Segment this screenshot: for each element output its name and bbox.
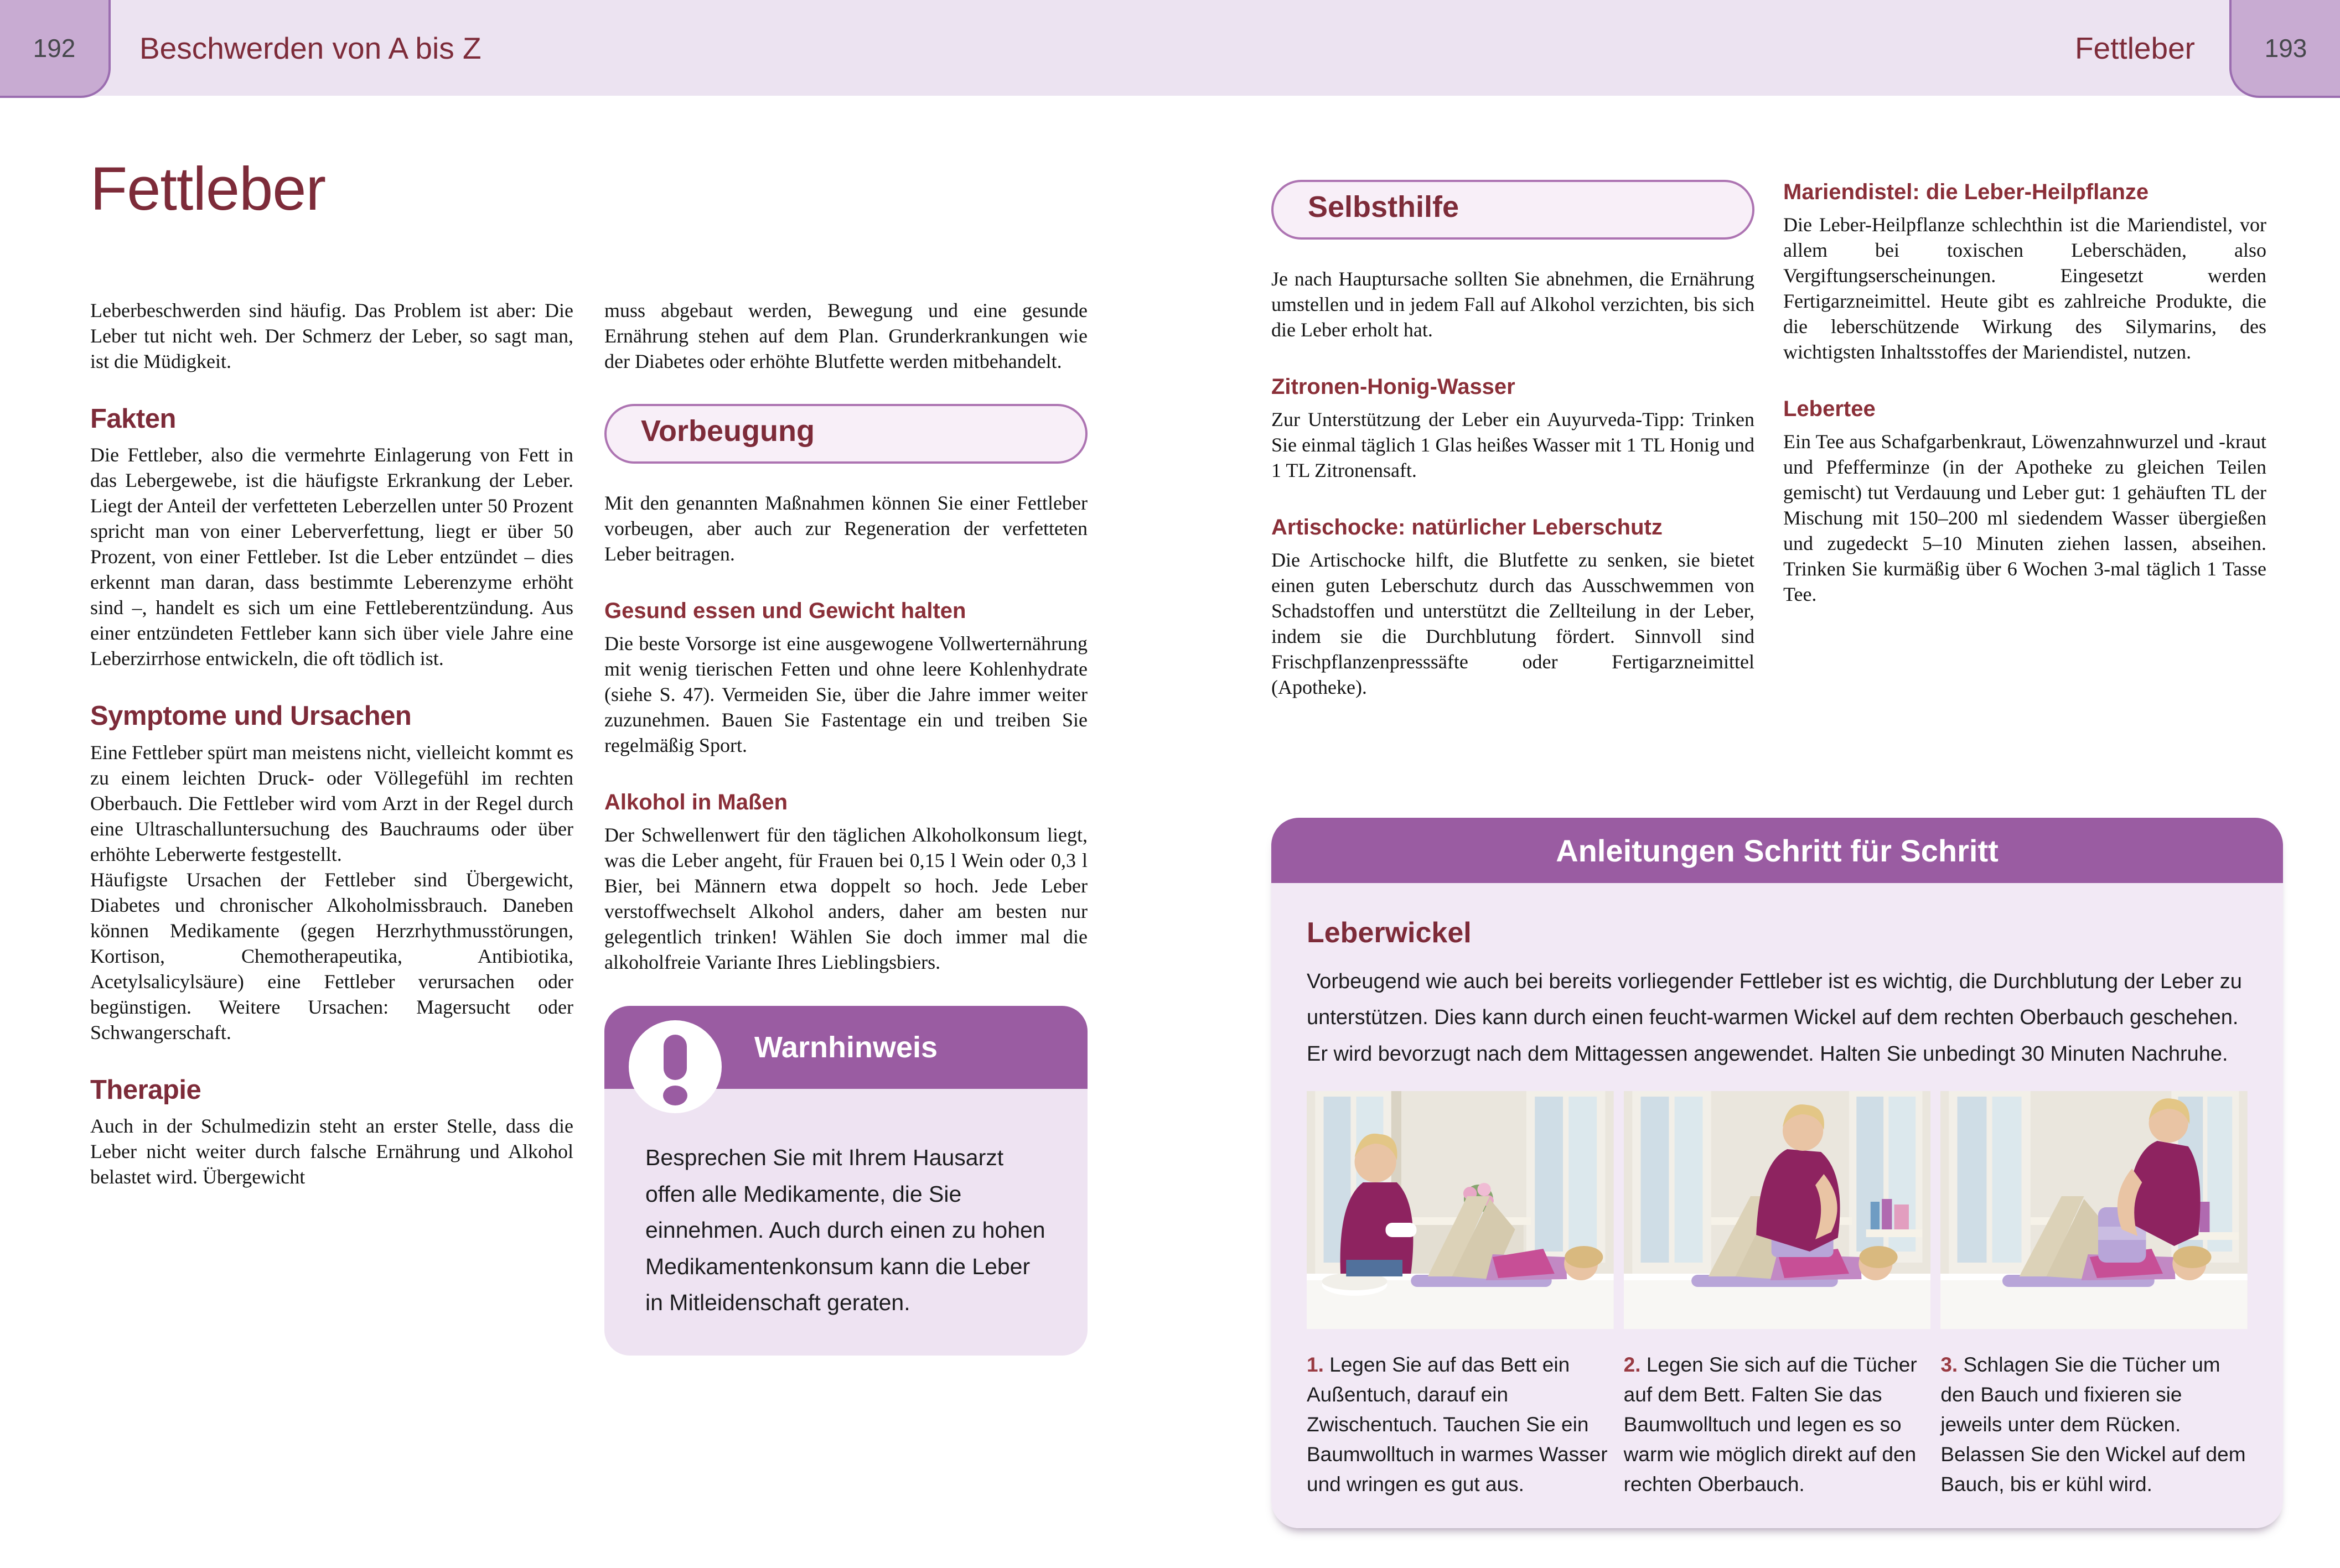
section-heading-symptome: Symptome und Ursachen — [90, 701, 412, 731]
selbsthilfe-box-label: Selbsthilfe — [1308, 190, 1459, 224]
step-photo-2-illustration — [1624, 1091, 1931, 1329]
step-3-text: Schlagen Sie die Tücher um den Bauch und fixieren sie jeweils unter dem Rücken. Belassen Sie den Wickel auf dem Bauch, bis er kühl wird. — [1940, 1353, 2246, 1496]
therapie-continuation-paragraph: muss abgebaut werden, Bewegung und eine gesunde Ernährung stehen auf dem Plan. Grunderkrankungen wie der Diabetes oder erhöhte Blutfette werden mitbehandelt. — [604, 299, 1088, 372]
vorbeugung-box-label: Vorbeugung — [641, 414, 815, 448]
subheading-alkohol: Alkohol in Maßen — [604, 790, 788, 814]
step-photo-3 — [1940, 1091, 2248, 1329]
warnhinweis-body: Besprechen Sie mit Ihrem Hausarzt offen alle Medikamente, die Sie einnehmen. Auch durch einen zu hohen Medikamentenkonsum kann die Leber in Mitleidenschaft geraten. — [604, 1089, 1088, 1356]
step-3 — [1940, 1350, 2248, 1499]
step-instructions-row — [1307, 1350, 2248, 1499]
step-1-text: Legen Sie auf das Bett ein Außentuch, darauf ein Zwischentuch. Tauchen Sie ein Baumwolltuch in warmes Wasser und wringen es gut aus. — [1307, 1353, 1608, 1496]
page-number-right: 193 — [2264, 33, 2307, 63]
left-page-column-1 — [90, 298, 573, 1190]
leberwickel-intro: Vorbeugend wie auch bei bereits vorliegender Fettleber ist es wichtig, die Durchblutung der Leber zu unterstützen. Dies kann durch einen feucht-warmen Wickel auf dem rechten Oberbauch geschehen. Er wird bevorzugt nach dem Mittagessen angewendet. Halten Sie unbedingt 30 Minuten Nachruhe. — [1307, 970, 2242, 1066]
anleitungen-panel-title: Anleitungen Schritt für Schritt — [1556, 833, 1999, 868]
step-photo-1 — [1307, 1091, 1614, 1329]
zitronen-paragraph: Zur Unterstützung der Leber ein Auyurveda-Tipp: Trinken Sie einmal täglich 1 Glas heißes Wasser mit 1 TL Honig und 1 TL Zitronensaft. — [1271, 408, 1754, 481]
vorbeugung-box — [604, 404, 1088, 464]
warnhinweis-box — [604, 1006, 1088, 1356]
step-1 — [1307, 1350, 1614, 1499]
step-2 — [1624, 1350, 1931, 1499]
step-photo-row — [1307, 1091, 2248, 1329]
page-number-tab-left — [0, 0, 111, 98]
step-1-number: 1. — [1307, 1353, 1324, 1377]
fakten-paragraph: Die Fettleber, also die vermehrte Einlagerung von Fett in das Lebergewebe, ist die häufigste Erkrankung der Leber. Liegt der Anteil der verfetteten Leberzellen unter 50 Prozent spricht man von einer Leberverfettung, liegt er über 50 Prozent, von einer Fettleber. Ist die Leber entzündet – dies erkennt man daran, dass bestimmte Leberenzyme erhöht sind –, handelt es sich um eine Fettleberentzündung. Aus einer entzündeten Fettleber kann sich über viele Jahre eine Leberzirrhose entwickeln, die oft tödlich ist. — [90, 444, 573, 670]
subheading-mariendistel: Mariendistel: die Leber-Heilpflanze — [1783, 180, 2149, 204]
running-header-left: Beschwerden von A bis Z — [139, 30, 482, 65]
therapie-paragraph: Auch in der Schulmedizin steht an erster Stelle, dass die Leber nicht weiter durch falsche Ernährung und Alkohol belastet wird. Übergewicht — [90, 1115, 573, 1188]
anleitungen-panel-header — [1271, 818, 2283, 883]
subheading-artischocke: Artischocke: natürlicher Leberschutz — [1271, 515, 1663, 539]
step-2-number: 2. — [1623, 1353, 1641, 1377]
subheading-zitronen-honig-wasser: Zitronen-Honig-Wasser — [1271, 375, 1515, 399]
left-page-column-2 — [604, 298, 1088, 1356]
selbsthilfe-box — [1271, 180, 1754, 240]
vorbeugung-paragraph: Mit den genannten Maßnahmen können Sie einer Fettleber vorbeugen, aber auch zur Regeneration der verfetteten Leber beitragen. — [604, 492, 1088, 565]
step-photo-3-illustration — [1940, 1091, 2248, 1329]
leberwickel-heading: Leberwickel — [1307, 917, 1472, 949]
exclamation-icon — [629, 1020, 722, 1113]
warnhinweis-title: Warnhinweis — [754, 1031, 938, 1064]
subheading-gesund-essen: Gesund essen und Gewicht halten — [604, 599, 966, 623]
running-header-right: Fettleber — [2074, 30, 2195, 65]
page-title: Fettleber — [90, 155, 326, 223]
step-photo-2 — [1624, 1091, 1931, 1329]
artischocke-paragraph: Die Artischocke hilft, die Blutfette zu senken, sie bietet einen guten Leberschutz durch das Ausschwemmen von Schadstoffen und unterstützt die Zellteilung in der Leber, indem sie die Durchblutung fördert. Sinnvoll sind Frischpflanzenpresssäfte oder Fertigarzneimittel (Apotheke). — [1271, 549, 1754, 698]
page-number-left: 192 — [33, 33, 76, 63]
selbsthilfe-paragraph: Je nach Hauptursache sollten Sie abnehmen, die Ernährung umstellen und in jedem Fall auf Alkohol verzichten, bis sich die Leber erholt hat. — [1271, 268, 1754, 341]
right-page-column-1 — [1271, 180, 1754, 700]
mariendistel-paragraph: Die Leber-Heilpflanze schlechthin ist die Mariendistel, vor allem bei toxischen Leberschäden, also Vergiftungserscheinungen. Eingesetzt werden Fertigarzneimittel. Heute gibt es zahlreiche Produkte, die die leberschützende Wirkung des Silymarins, des wichtigsten Inhaltsstoffes der Mariendistel, nutzen. — [1783, 214, 2266, 363]
running-header-band — [0, 0, 2340, 96]
lebertee-paragraph: Ein Tee aus Schafgarbenkraut, Löwenzahnwurzel und -kraut und Pfefferminze (in der Apotheke zu gleichen Teilen gemischt) tut Verdauung und Leber gut: 1 gehäuften TL der Mischung mit 150–200 ml siedendem Wasser übergießen und zugedeckt 5–10 Minuten ziehen lassen, abseihen. Trinken Sie kurmäßig über 6 Wochen 3-mal täglich 1 Tasse Tee. — [1783, 430, 2266, 605]
section-heading-fakten: Fakten — [90, 404, 176, 434]
warnhinweis-header — [604, 1006, 1088, 1089]
step-3-number: 3. — [1940, 1353, 1958, 1377]
subheading-lebertee: Lebertee — [1783, 397, 1876, 421]
symptome-paragraph-1: Eine Fettleber spürt man meistens nicht, vielleicht kommt es zu einem leichten Druck- oder Völlegefühl im rechten Oberbauch. Die Fettleber wird vom Arzt in der Regel durch eine Ultraschalluntersuchung des Bauchraums oder über erhöhte Leberwerte festgestellt. — [90, 741, 573, 865]
section-heading-therapie: Therapie — [90, 1074, 201, 1105]
step-2-text: Legen Sie sich auf die Tücher auf dem Bett. Falten Sie das Baumwolltuch und legen es so warm wie möglich direkt auf den rechten Oberbauch. — [1623, 1353, 1917, 1496]
page-number-tab-right — [2229, 0, 2340, 98]
anleitungen-panel — [1271, 818, 2283, 1528]
step-photo-1-illustration — [1307, 1091, 1614, 1329]
gesund-essen-paragraph: Die beste Vorsorge ist eine ausgewogene Vollwerternährung mit wenig tierischen Fetten und ohne leere Kohlenhydrate (siehe S. 47). Vermeiden Sie, über die Jahre immer weiter zuzunehmen. Bauen Sie Fastentage ein und treiben Sie regelmäßig Sport. — [604, 632, 1088, 756]
alkohol-paragraph: Der Schwellenwert für den täglichen Alkoholkonsum liegt, was die Leber angeht, für Frauen bei 0,15 l Wein oder 0,3 l Bier, bei Männern etwa doppelt so hoch. Jede Leber verstoffwechselt Alkohol anders, daher am besten nur gelegentlich trinken! Wählen Sie doch immer mal die alkoholfreie Variante Ihres Lieblingsbiers. — [604, 824, 1088, 973]
intro-paragraph: Leberbeschwerden sind häufig. Das Problem ist aber: Die Leber tut nicht weh. Der Schmerz der Leber, so sagt man, ist die Müdigkeit. — [90, 299, 573, 372]
anleitungen-panel-body — [1271, 883, 2283, 1528]
right-page-column-2 — [1783, 180, 2266, 607]
symptome-paragraph-2: Häufigste Ursachen der Fettleber sind Übergewicht, Diabetes und chronischer Alkoholmissbrauch. Daneben können Medikamente (gegen Herzrhythmusstörungen, Kortison, Chemotherapeutika, Antibiotika, Acetylsalicylsäure) eine Fettleber verursachen oder begünstigen. Weitere Ursachen: Magersucht oder Schwangerschaft. — [90, 868, 573, 1043]
